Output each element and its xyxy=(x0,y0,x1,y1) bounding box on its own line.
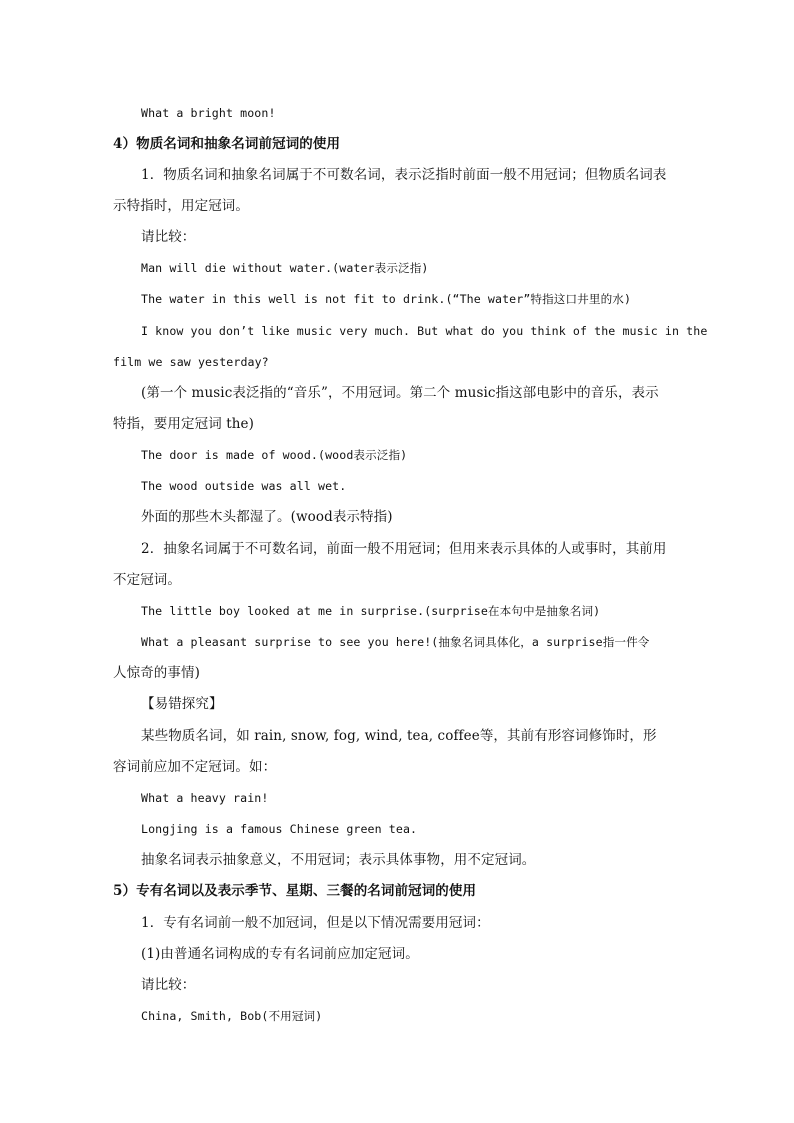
paragraph-line: (1)由普通名词构成的专有名词前应加定冠词。 xyxy=(141,946,419,962)
example-sentence: China, Smith, Bob(不用冠词) xyxy=(141,1009,323,1023)
subsection-heading: 【易错探究】 xyxy=(141,696,223,712)
example-sentence: What a pleasant surprise to see you here!(抽象名词具体化，a surprise指一件令 xyxy=(141,635,650,649)
paragraph-line: 外面的那些木头都湿了。(wood表示特指) xyxy=(141,509,393,525)
paragraph-line: 特指，要用定冠词 the) xyxy=(113,416,254,432)
paragraph-line: 容词前应加不定冠词。如： xyxy=(113,759,277,775)
paragraph-line: 不定冠词。 xyxy=(113,572,181,588)
section-heading: 4）物质名词和抽象名词前冠词的使用 xyxy=(113,136,341,152)
example-sentence: What a bright moon! xyxy=(141,106,276,120)
paragraph-line: 1．物质名词和抽象名词属于不可数名词，表示泛指时前面一般不用冠词；但物质名词表 xyxy=(141,167,667,183)
example-sentence: The door is made of wood.(wood表示泛指) xyxy=(141,448,408,462)
paragraph-line: 人惊奇的事情) xyxy=(113,665,200,681)
paragraph-line: 1．专有名词前一般不加冠词，但是以下情况需要用冠词： xyxy=(141,915,490,931)
compare-label: 请比较： xyxy=(141,229,196,245)
example-sentence: The little boy looked at me in surprise.(surprise在本句中是抽象名词) xyxy=(141,604,601,618)
example-sentence: Man will die without water.(water表示泛指) xyxy=(141,261,429,275)
paragraph-line: 某些物质名词，如 rain, snow, fog, wind, tea, coffee等，其前有形容词修饰时，形 xyxy=(141,728,657,744)
paragraph-line: 示特指时，用定冠词。 xyxy=(113,198,249,214)
paragraph-line: 2．抽象名词属于不可数名词，前面一般不用冠词；但用来表示具体的人或事时，其前用 xyxy=(141,541,667,557)
example-sentence: The water in this well is not fit to drink.(“The water”特指这口井里的水) xyxy=(141,292,632,306)
section-heading: 5）专有名词以及表示季节、星期、三餐的名词前冠词的使用 xyxy=(113,883,477,899)
paragraph-line: (第一个 music表泛指的“音乐”，不用冠词。第二个 music指这部电影中的音乐，表示 xyxy=(141,385,659,401)
compare-label: 请比较： xyxy=(141,977,196,993)
example-sentence: I know you don’t like music very much. But what do you think of the music in the xyxy=(141,324,708,338)
example-sentence: The wood outside was all wet. xyxy=(141,479,347,493)
example-sentence: Longjing is a famous Chinese green tea. xyxy=(141,822,418,836)
paragraph-line: 抽象名词表示抽象意义，不用冠词；表示具体事物，用不定冠词。 xyxy=(141,852,536,868)
example-sentence: What a heavy rain! xyxy=(141,791,269,805)
example-sentence: film we saw yesterday? xyxy=(113,355,269,369)
